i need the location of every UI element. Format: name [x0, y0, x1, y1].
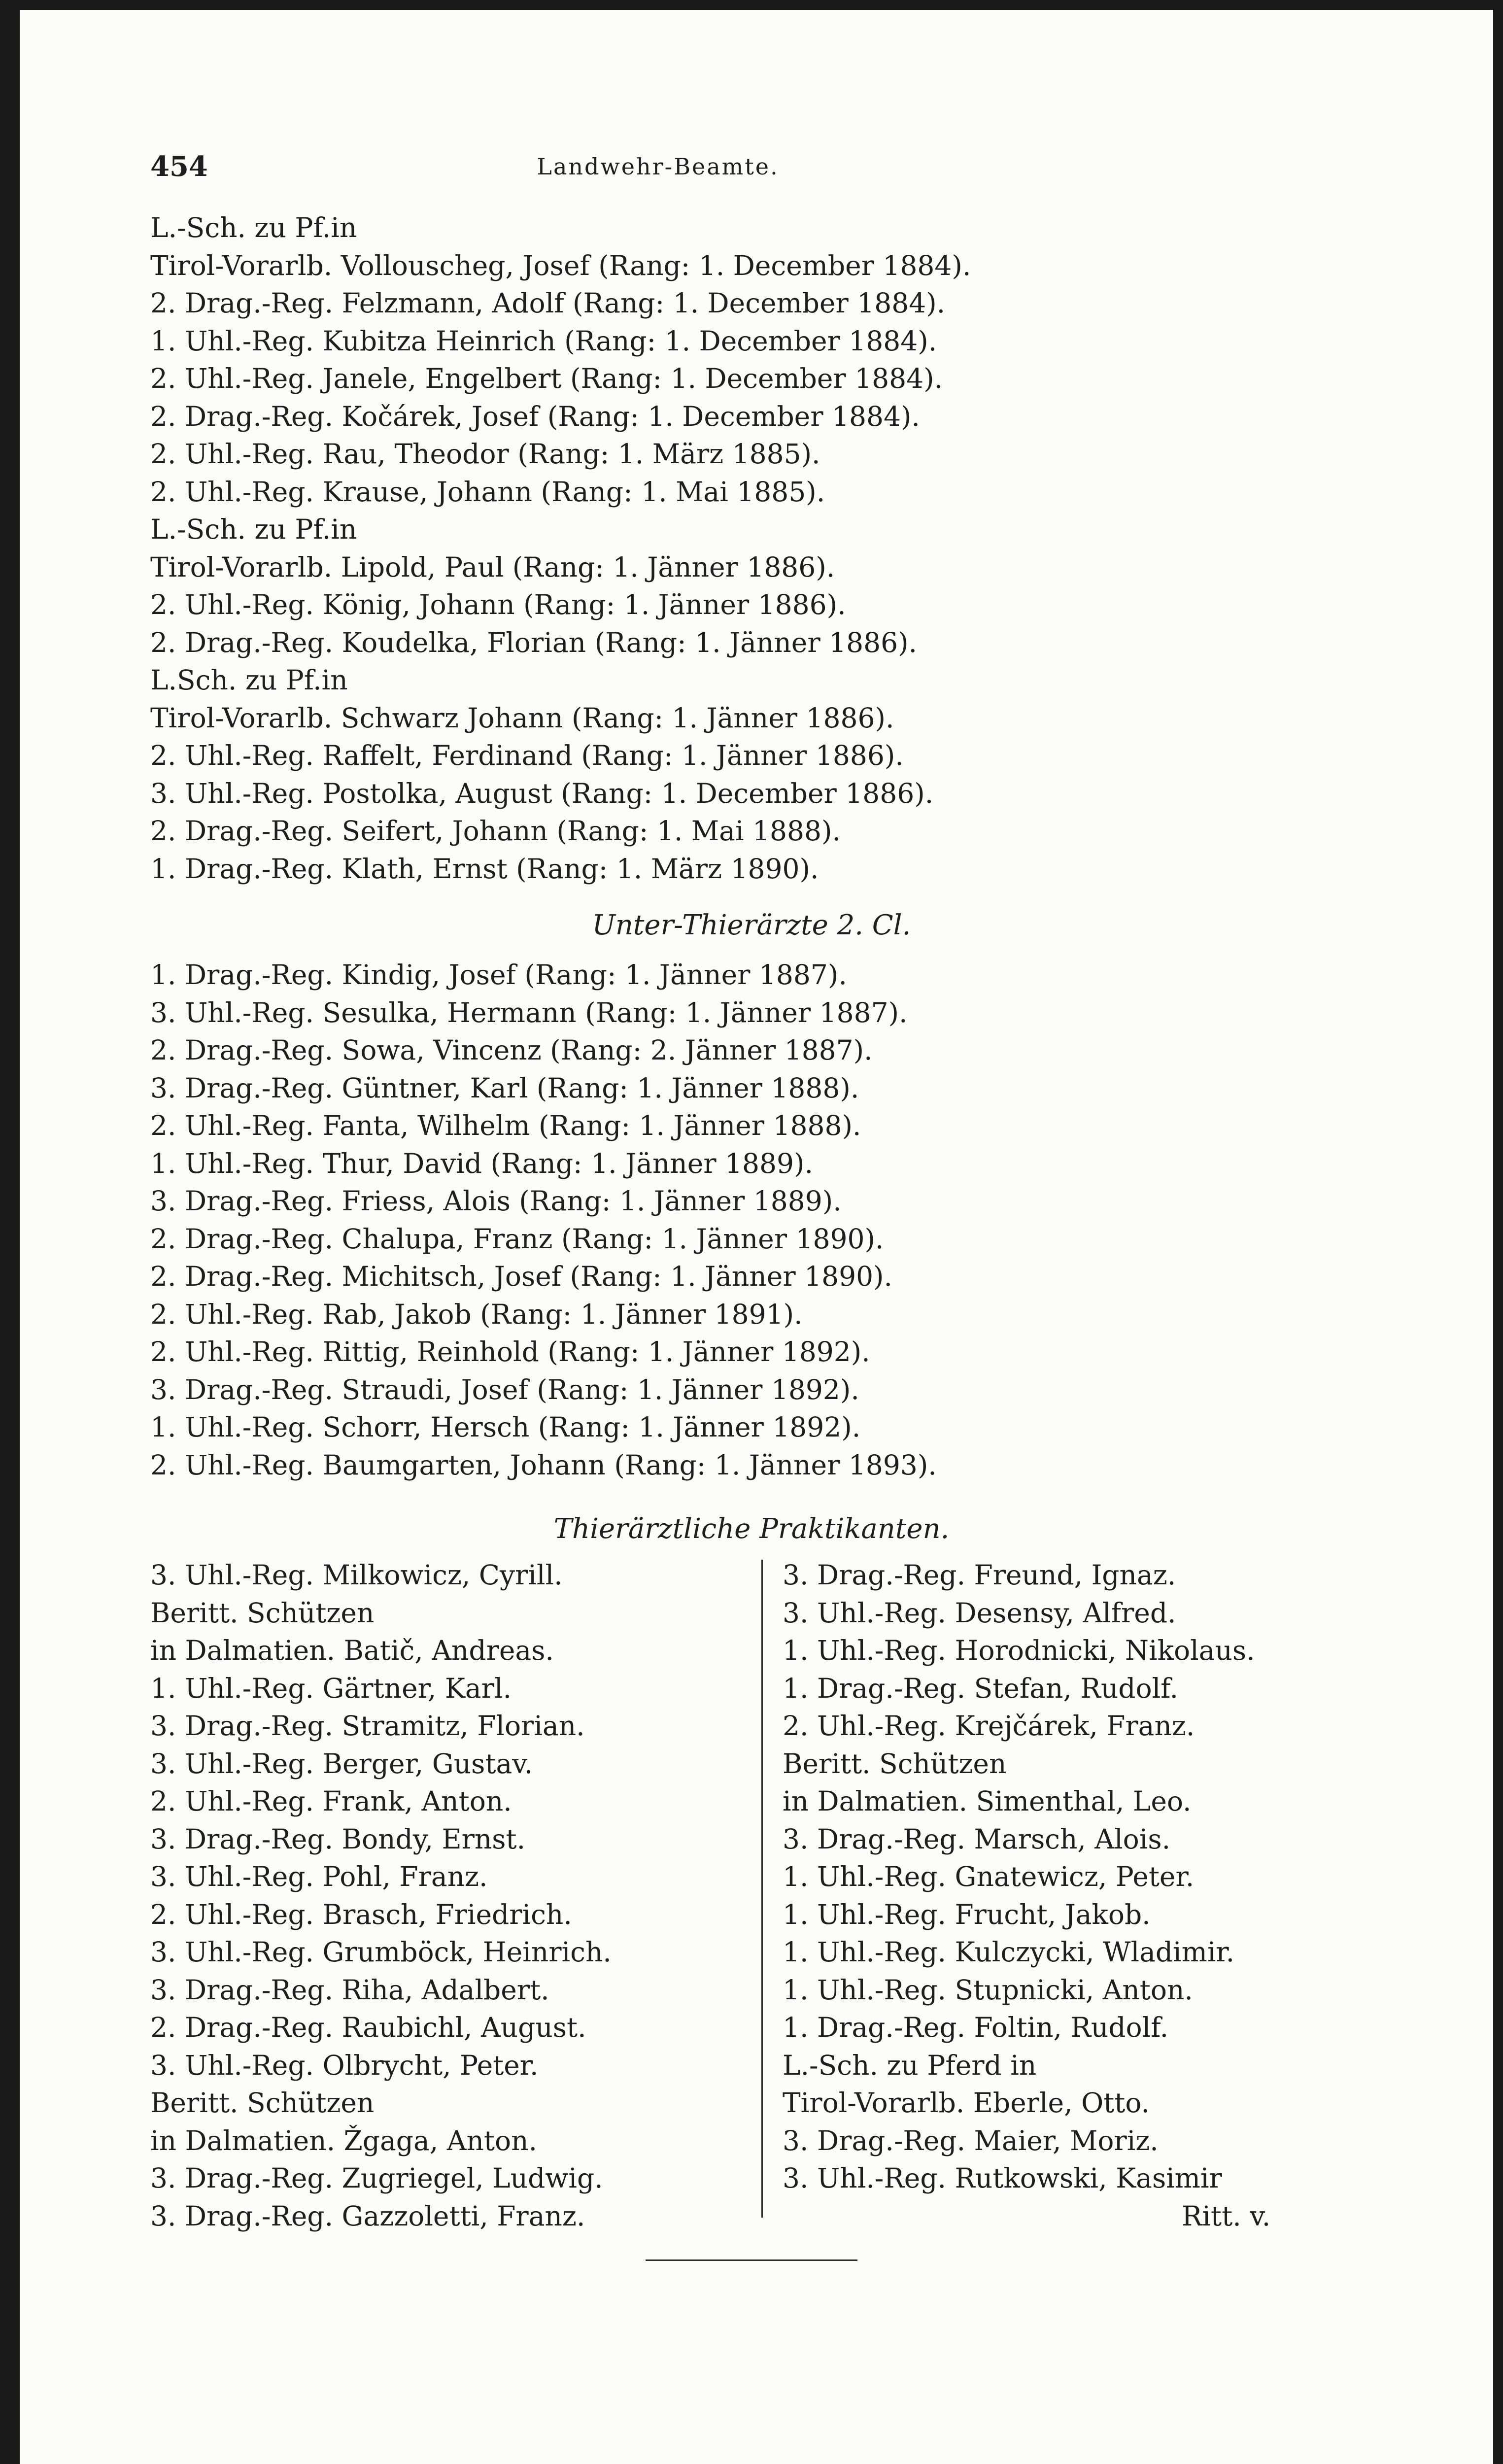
list-item: 3. Drag.-Reg. Friess, Alois (Rang: 1. Jänner 1889). [150, 1185, 842, 1217]
list-item: Beritt. Schützen [150, 2087, 375, 2119]
list-item: in Dalmatien. Simenthal, Leo. [783, 1785, 1192, 1817]
praktikanten-right-column [783, 1556, 1270, 2235]
list-item: Ritt. v. [1182, 2200, 1271, 2232]
list-item: Beritt. Schützen [783, 1747, 1007, 1780]
list-item: 1. Uhl.-Reg. Stupnicki, Anton. [783, 1974, 1193, 2006]
list-item: 2. Uhl.-Reg. Frank, Anton. [150, 1785, 512, 1817]
list-item: 2. Drag.-Reg. Felzmann, Adolf (Rang: 1. December 1884). [150, 287, 946, 319]
list-item: 2. Uhl.-Reg. Baumgarten, Johann (Rang: 1. Jänner 1893). [150, 1449, 937, 1481]
praktikanten-left-column [150, 1556, 612, 2235]
list-item: 2. Uhl.-Reg. Rittig, Reinhold (Rang: 1. Jänner 1892). [150, 1336, 870, 1368]
unter-thieraerzte-list [150, 956, 937, 1484]
column-divider [761, 1560, 763, 2218]
list-item: L.-Sch. zu Pf.in [150, 212, 357, 243]
list-item: 2. Uhl.-Reg. Rau, Theodor (Rang: 1. März 1885). [150, 438, 820, 470]
list-item: 3. Drag.-Reg. Gazzoletti, Franz. [150, 2200, 585, 2232]
list-item: 1. Uhl.-Reg. Horodnicki, Nikolaus. [783, 1635, 1255, 1666]
list-item: 2. Uhl.-Reg. König, Johann (Rang: 1. Jänner 1886). [150, 589, 846, 620]
list-item: 1. Uhl.-Reg. Kulczycki, Wladimir. [783, 1936, 1235, 1968]
list-item: 2. Drag.-Reg. Kočárek, Josef (Rang: 1. December 1884). [150, 400, 920, 432]
list-item: 2. Drag.-Reg. Seifert, Johann (Rang: 1. Mai 1888). [150, 815, 841, 847]
list-item: 2. Drag.-Reg. Raubichl, August. [150, 2012, 586, 2043]
list-item: 3. Uhl.-Reg. Olbrycht, Peter. [150, 2049, 539, 2081]
list-item: Tirol-Vorarlb. Lipold, Paul (Rang: 1. Jänner 1886). [150, 551, 835, 583]
list-item: 1. Uhl.-Reg. Kubitza Heinrich (Rang: 1. December 1884). [150, 325, 937, 357]
page-header [150, 150, 1165, 190]
list-item: 3. Uhl.-Reg. Berger, Gustav. [150, 1747, 533, 1780]
list-item: 3. Uhl.-Reg. Sesulka, Hermann (Rang: 1. Jänner 1887). [150, 996, 908, 1028]
list-item: 1. Uhl.-Reg. Gärtner, Karl. [150, 1672, 512, 1704]
page-number: 454 [150, 150, 208, 183]
list-item: 2. Drag.-Reg. Michitsch, Josef (Rang: 1. Jänner 1890). [150, 1261, 893, 1292]
running-title: Landwehr-Beamte. [537, 153, 779, 180]
list-item: 2. Uhl.-Reg. Rab, Jakob (Rang: 1. Jänner 1891). [150, 1298, 803, 1330]
list-item: L.-Sch. zu Pferd in [783, 2049, 1037, 2081]
veterinary-officials-list [150, 209, 971, 888]
list-item: 3. Uhl.-Reg. Desensy, Alfred. [783, 1597, 1176, 1629]
list-item: 3. Drag.-Reg. Bondy, Ernst. [150, 1823, 526, 1855]
list-item: 3. Drag.-Reg. Freund, Ignaz. [783, 1559, 1176, 1591]
list-item: 3. Uhl.-Reg. Postolka, August (Rang: 1. December 1886). [150, 777, 934, 809]
list-item: 2. Uhl.-Reg. Krause, Johann (Rang: 1. Mai 1885). [150, 476, 825, 508]
footer-rule [646, 2259, 857, 2261]
list-item: 3. Drag.-Reg. Riha, Adalbert. [150, 1974, 549, 2006]
list-item: 3. Drag.-Reg. Güntner, Karl (Rang: 1. Jänner 1888). [150, 1072, 859, 1104]
list-item: 1. Uhl.-Reg. Schorr, Hersch (Rang: 1. Jänner 1892). [150, 1411, 861, 1443]
list-item: 2. Uhl.-Reg. Fanta, Wilhelm (Rang: 1. Jänner 1888). [150, 1110, 861, 1141]
section-heading-unter-thieraerzte: Unter-Thierärzte 2. Cl. [592, 909, 911, 941]
list-item: 2. Drag.-Reg. Sowa, Vincenz (Rang: 2. Jänner 1887). [150, 1034, 873, 1066]
list-item: 2. Uhl.-Reg. Brasch, Friedrich. [150, 1898, 572, 1930]
list-item: 1. Uhl.-Reg. Thur, David (Rang: 1. Jänner 1889). [150, 1147, 813, 1179]
list-item: Tirol-Vorarlb. Schwarz Johann (Rang: 1. Jänner 1886). [150, 702, 894, 734]
list-item: 1. Drag.-Reg. Klath, Ernst (Rang: 1. März 1890). [150, 853, 819, 885]
list-item: 3. Drag.-Reg. Maier, Moriz. [783, 2124, 1159, 2156]
list-item: 2. Uhl.-Reg. Janele, Engelbert (Rang: 1. December 1884). [150, 363, 943, 394]
list-item: in Dalmatien. Batič, Andreas. [150, 1635, 554, 1666]
list-item: 3. Uhl.-Reg. Rutkowski, Kasimir [783, 2162, 1222, 2194]
list-item: 3. Drag.-Reg. Stramitz, Florian. [150, 1710, 585, 1742]
list-item: 1. Drag.-Reg. Foltin, Rudolf. [783, 2012, 1169, 2043]
list-item: 1. Uhl.-Reg. Gnatewicz, Peter. [783, 1861, 1195, 1892]
list-item: 3. Drag.-Reg. Straudi, Josef (Rang: 1. Jänner 1892). [150, 1373, 859, 1405]
list-item: Tirol-Vorarlb. Vollouscheg, Josef (Rang: 1. December 1884). [150, 249, 971, 281]
list-item: 1. Drag.-Reg. Kindig, Josef (Rang: 1. Jänner 1887). [150, 959, 847, 991]
list-item: 3. Uhl.-Reg. Pohl, Franz. [150, 1861, 488, 1892]
list-item: 3. Uhl.-Reg. Grumböck, Heinrich. [150, 1936, 612, 1968]
list-item: 2. Uhl.-Reg. Raffelt, Ferdinand (Rang: 1. Jänner 1886). [150, 740, 904, 771]
list-item: L.-Sch. zu Pf.in [150, 513, 357, 545]
list-item: 2. Drag.-Reg. Koudelka, Florian (Rang: 1. Jänner 1886). [150, 626, 918, 658]
list-item: L.Sch. zu Pf.in [150, 664, 348, 696]
list-item: Tirol-Vorarlb. Eberle, Otto. [783, 2087, 1150, 2119]
list-item: 1. Drag.-Reg. Stefan, Rudolf. [783, 1672, 1179, 1704]
list-item: 3. Drag.-Reg. Zugriegel, Ludwig. [150, 2162, 603, 2194]
list-item: 3. Drag.-Reg. Marsch, Alois. [783, 1823, 1171, 1855]
list-item: 2. Drag.-Reg. Chalupa, Franz (Rang: 1. Jänner 1890). [150, 1223, 884, 1255]
list-item: in Dalmatien. Žgaga, Anton. [150, 2124, 537, 2156]
list-item: Beritt. Schützen [150, 1597, 375, 1629]
list-item: 3. Uhl.-Reg. Milkowicz, Cyrill. [150, 1559, 563, 1591]
list-item: 1. Uhl.-Reg. Frucht, Jakob. [783, 1898, 1151, 1930]
list-item: 2. Uhl.-Reg. Krejčárek, Franz. [783, 1710, 1195, 1742]
section-heading-praktikanten: Thierärztliche Praktikanten. [553, 1513, 950, 1545]
